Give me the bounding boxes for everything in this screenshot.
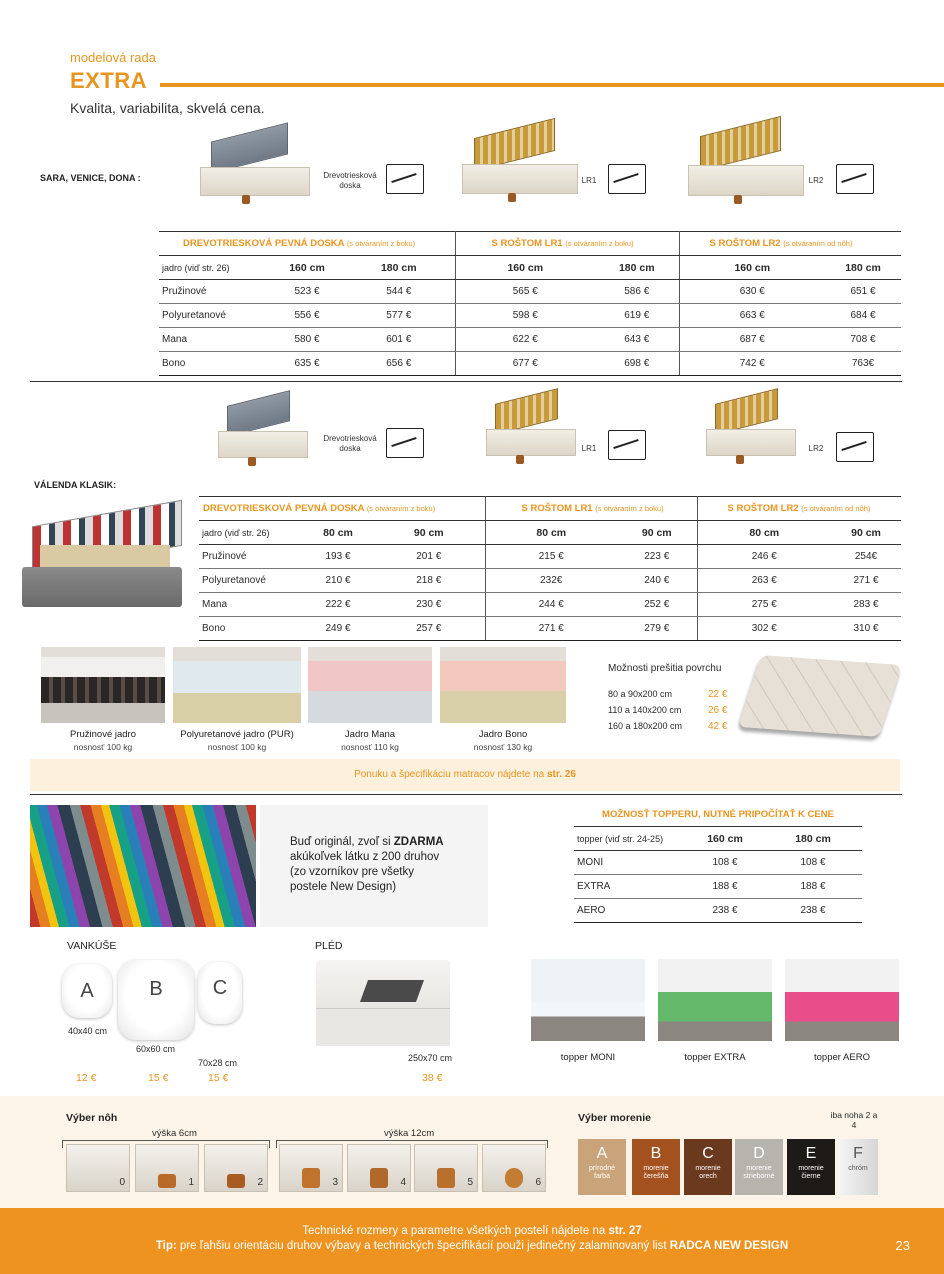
bed-photo-lr2-single: [706, 396, 796, 464]
group-header: S ROŠTOM LR2 (s otváraním od nôh): [679, 232, 901, 256]
col-size: 160 cm: [271, 256, 343, 280]
lift-foot-icon: [836, 164, 874, 194]
price-table-sara: [159, 231, 901, 376]
bed-photo-lr1: [462, 128, 578, 202]
series-label: modelová rada: [70, 50, 156, 65]
icon-caption-lr1: LR1: [581, 176, 597, 185]
table-row: Mana 580 € 601 € 622 € 643 € 687 € 708 €: [159, 328, 901, 352]
table-row: Bono 249 € 257 € 271 € 279 € 302 € 310 €: [199, 617, 901, 641]
pled-size: 250x70 cm: [408, 1053, 453, 1063]
core-photo-pur: [173, 647, 301, 723]
leg-option: 0: [66, 1144, 130, 1192]
bed-photo-lr1-single: [486, 396, 576, 464]
stain-swatch-a: A prírodné farba: [578, 1139, 626, 1195]
group-header: DREVOTRIESKOVÁ PEVNÁ DOSKA (s otváraním z boku): [159, 232, 455, 256]
stain-note: iba noha 2 a 4: [830, 1110, 878, 1130]
col-size: 90 cm: [831, 521, 901, 545]
stitching-size: 80 a 90x200 cm: [608, 689, 673, 699]
core-caption: Pružinové jadro nosnosť 100 kg: [69, 729, 136, 752]
quilted-mattress-photo: [738, 655, 902, 737]
topper-aero-photo: [785, 959, 899, 1041]
core-caption: Jadro Bono nosnosť 130 kg: [473, 729, 533, 752]
leg-option: 4: [347, 1144, 411, 1192]
icon-caption-board: Drevotriesková doska: [323, 171, 377, 190]
col-size: 160 cm: [455, 256, 595, 280]
pled-photo: [316, 960, 450, 1046]
core-caption: Jadro Mana nosnosť 110 kg: [341, 729, 399, 752]
legs-title: Výber nôh: [66, 1112, 118, 1124]
table-row: AERO 238 € 238 €: [574, 899, 862, 923]
lift-side-icon: [608, 164, 646, 194]
legs-height-12: výška 12cm: [384, 1128, 435, 1139]
leg-option: 6: [482, 1144, 546, 1192]
topper-caption: topper AERO: [814, 1052, 870, 1063]
stain-swatch-e: E morenie čierne: [787, 1139, 835, 1195]
icon-caption-lr1: LR1: [581, 444, 597, 453]
pillow-a: A: [62, 964, 112, 1018]
pillows-title: VANKÚŠE: [67, 940, 117, 952]
icon-caption-lr2: LR2: [808, 176, 824, 185]
section2-group-label: VÁLENDA KLASIK:: [34, 480, 117, 490]
table-row: Polyuretanové 210 € 218 € 232€ 240 € 263 € 271 €: [199, 569, 901, 593]
col-size: 90 cm: [373, 521, 485, 545]
pillow-size: 60x60 cm: [136, 1044, 176, 1054]
leg-option: 3: [279, 1144, 343, 1192]
pillow-b: B: [118, 960, 194, 1040]
icon-caption-board: Drevotriesková doska: [323, 434, 377, 453]
pillow-size: 70x28 cm: [198, 1058, 238, 1068]
table-row: Mana 222 € 230 € 244 € 252 € 275 € 283 €: [199, 593, 901, 617]
stitching-price: 26 €: [708, 705, 728, 716]
page-subtitle: Kvalita, variabilita, skvelá cena.: [70, 100, 265, 116]
stitching-title: Možnosti prešitia povrchu: [608, 663, 722, 674]
bed-photo-lr2: [688, 126, 804, 204]
core-photo-mana: [308, 647, 432, 723]
stains-title: Výber morenie: [578, 1112, 651, 1124]
topper-caption: topper MONI: [560, 1052, 616, 1063]
core-photo-bono: [440, 647, 566, 723]
bed-photo-board-single: [218, 398, 308, 466]
legs-height-6: výška 6cm: [152, 1128, 197, 1139]
pillow-price: 15 €: [148, 1072, 169, 1084]
page-number: 23: [895, 1238, 910, 1253]
icon-caption-lr2: LR2: [808, 444, 824, 453]
stitching-price: 42 €: [708, 721, 728, 732]
pled-title: PLÉD: [315, 940, 343, 952]
table-row: Pružinové 193 € 201 € 215 € 223 € 246 € 254€: [199, 545, 901, 569]
lift-foot-icon: [836, 432, 874, 462]
pled-price: 38 €: [422, 1072, 443, 1084]
group-header: S ROŠTOM LR2 (s otváraním od nôh): [697, 497, 901, 521]
pillow-c: C: [198, 962, 242, 1024]
leg-option: 1: [135, 1144, 199, 1192]
col-header-core: jadro (viď str. 26): [199, 521, 303, 545]
stain-swatch-b: B morenie čerešňa: [632, 1139, 680, 1195]
pillow-size: 40x40 cm: [68, 1026, 108, 1036]
fabric-samples-photo: [30, 805, 256, 927]
col-header-core: jadro (viď str. 26): [159, 256, 271, 280]
table-row: Pružinové 523 € 544 € 565 € 586 € 630 € 651 €: [159, 280, 901, 304]
col-size: 180 cm: [595, 256, 679, 280]
pillow-price: 12 €: [76, 1072, 97, 1084]
title-rule: [160, 83, 944, 87]
col-size: 180 cm: [343, 256, 455, 280]
col-size: 160 cm: [679, 256, 825, 280]
lift-side-icon: [608, 430, 646, 460]
page-footer: Technické rozmery a parametre všetkých postelí nájdete na str. 27 Tip: pre ľahšiu orientáciu druhov výbavy a technických špecifikácií použi jedinečný zalaminovaný list RADCA NEW DESIGN: [0, 1208, 944, 1274]
section1-group-label: SARA, VENICE, DONA :: [40, 173, 141, 183]
leg-option: 2: [204, 1144, 268, 1192]
core-photo-spring: [41, 647, 165, 723]
topper-caption: topper EXTRA: [684, 1052, 746, 1063]
group-header: S ROŠTOM LR1 (s otváraním z boku): [455, 232, 679, 256]
fabric-promo: Buď originál, zvoľ si ZDARMA akúkoľvek látku z 200 druhov (zo vzorníkov pre všetky postele New Design): [260, 805, 488, 927]
table-row: EXTRA 188 € 188 €: [574, 875, 862, 899]
stain-swatch-f: F chróm: [838, 1139, 878, 1195]
table-row: Bono 635 € 656 € 677 € 698 € 742 € 763€: [159, 352, 901, 376]
topper-extra-photo: [658, 959, 772, 1041]
lift-side-icon: [386, 164, 424, 194]
topper-price-table: topper (viď str. 24-25) 160 cm 180 cm MONI 108 € 108 € EXTRA 188 € 188 € AERO 238 € 238 €: [574, 826, 862, 923]
table-row: MONI 108 € 108 €: [574, 851, 862, 875]
core-caption: Polyuretanové jadro (PUR) nosnosť 100 kg: [180, 729, 294, 752]
table-row: Polyuretanové 556 € 577 € 598 € 619 € 663 € 684 €: [159, 304, 901, 328]
stitching-price: 22 €: [708, 689, 728, 700]
col-size: 80 cm: [303, 521, 373, 545]
section-divider: [30, 794, 902, 795]
topper-moni-photo: [531, 959, 645, 1041]
valenda-photo: [22, 505, 182, 615]
leg-option: 5: [414, 1144, 478, 1192]
col-size: 180 cm: [825, 256, 901, 280]
lift-side-icon: [386, 428, 424, 458]
stain-swatch-c: C morenie orech: [684, 1139, 732, 1195]
topper-table-title: MOŽNOSŤ TOPPERU, NUTNÉ PRIPOČÍTAŤ K CENE: [602, 809, 834, 820]
pillow-price: 15 €: [208, 1072, 229, 1084]
stitching-size: 160 a 180x200 cm: [608, 721, 683, 731]
group-header: DREVOTRIESKOVÁ PEVNÁ DOSKA (s otváraním z boku): [199, 497, 485, 521]
bed-photo-board: [200, 132, 310, 204]
page-title: EXTRA: [70, 68, 148, 93]
price-table-valenda: [199, 496, 901, 641]
group-header: S ROŠTOM LR1 (s otváraním z boku): [485, 497, 697, 521]
mattress-reference-bar: Ponuku a špecifikáciu matracov nájdete na str. 26: [30, 759, 900, 791]
stain-swatch-d: D morenie strieborné: [735, 1139, 783, 1195]
col-size: 80 cm: [485, 521, 617, 545]
section-divider: [30, 381, 902, 382]
col-size: 80 cm: [697, 521, 831, 545]
col-size: 90 cm: [617, 521, 697, 545]
stitching-size: 110 a 140x200 cm: [608, 705, 682, 715]
